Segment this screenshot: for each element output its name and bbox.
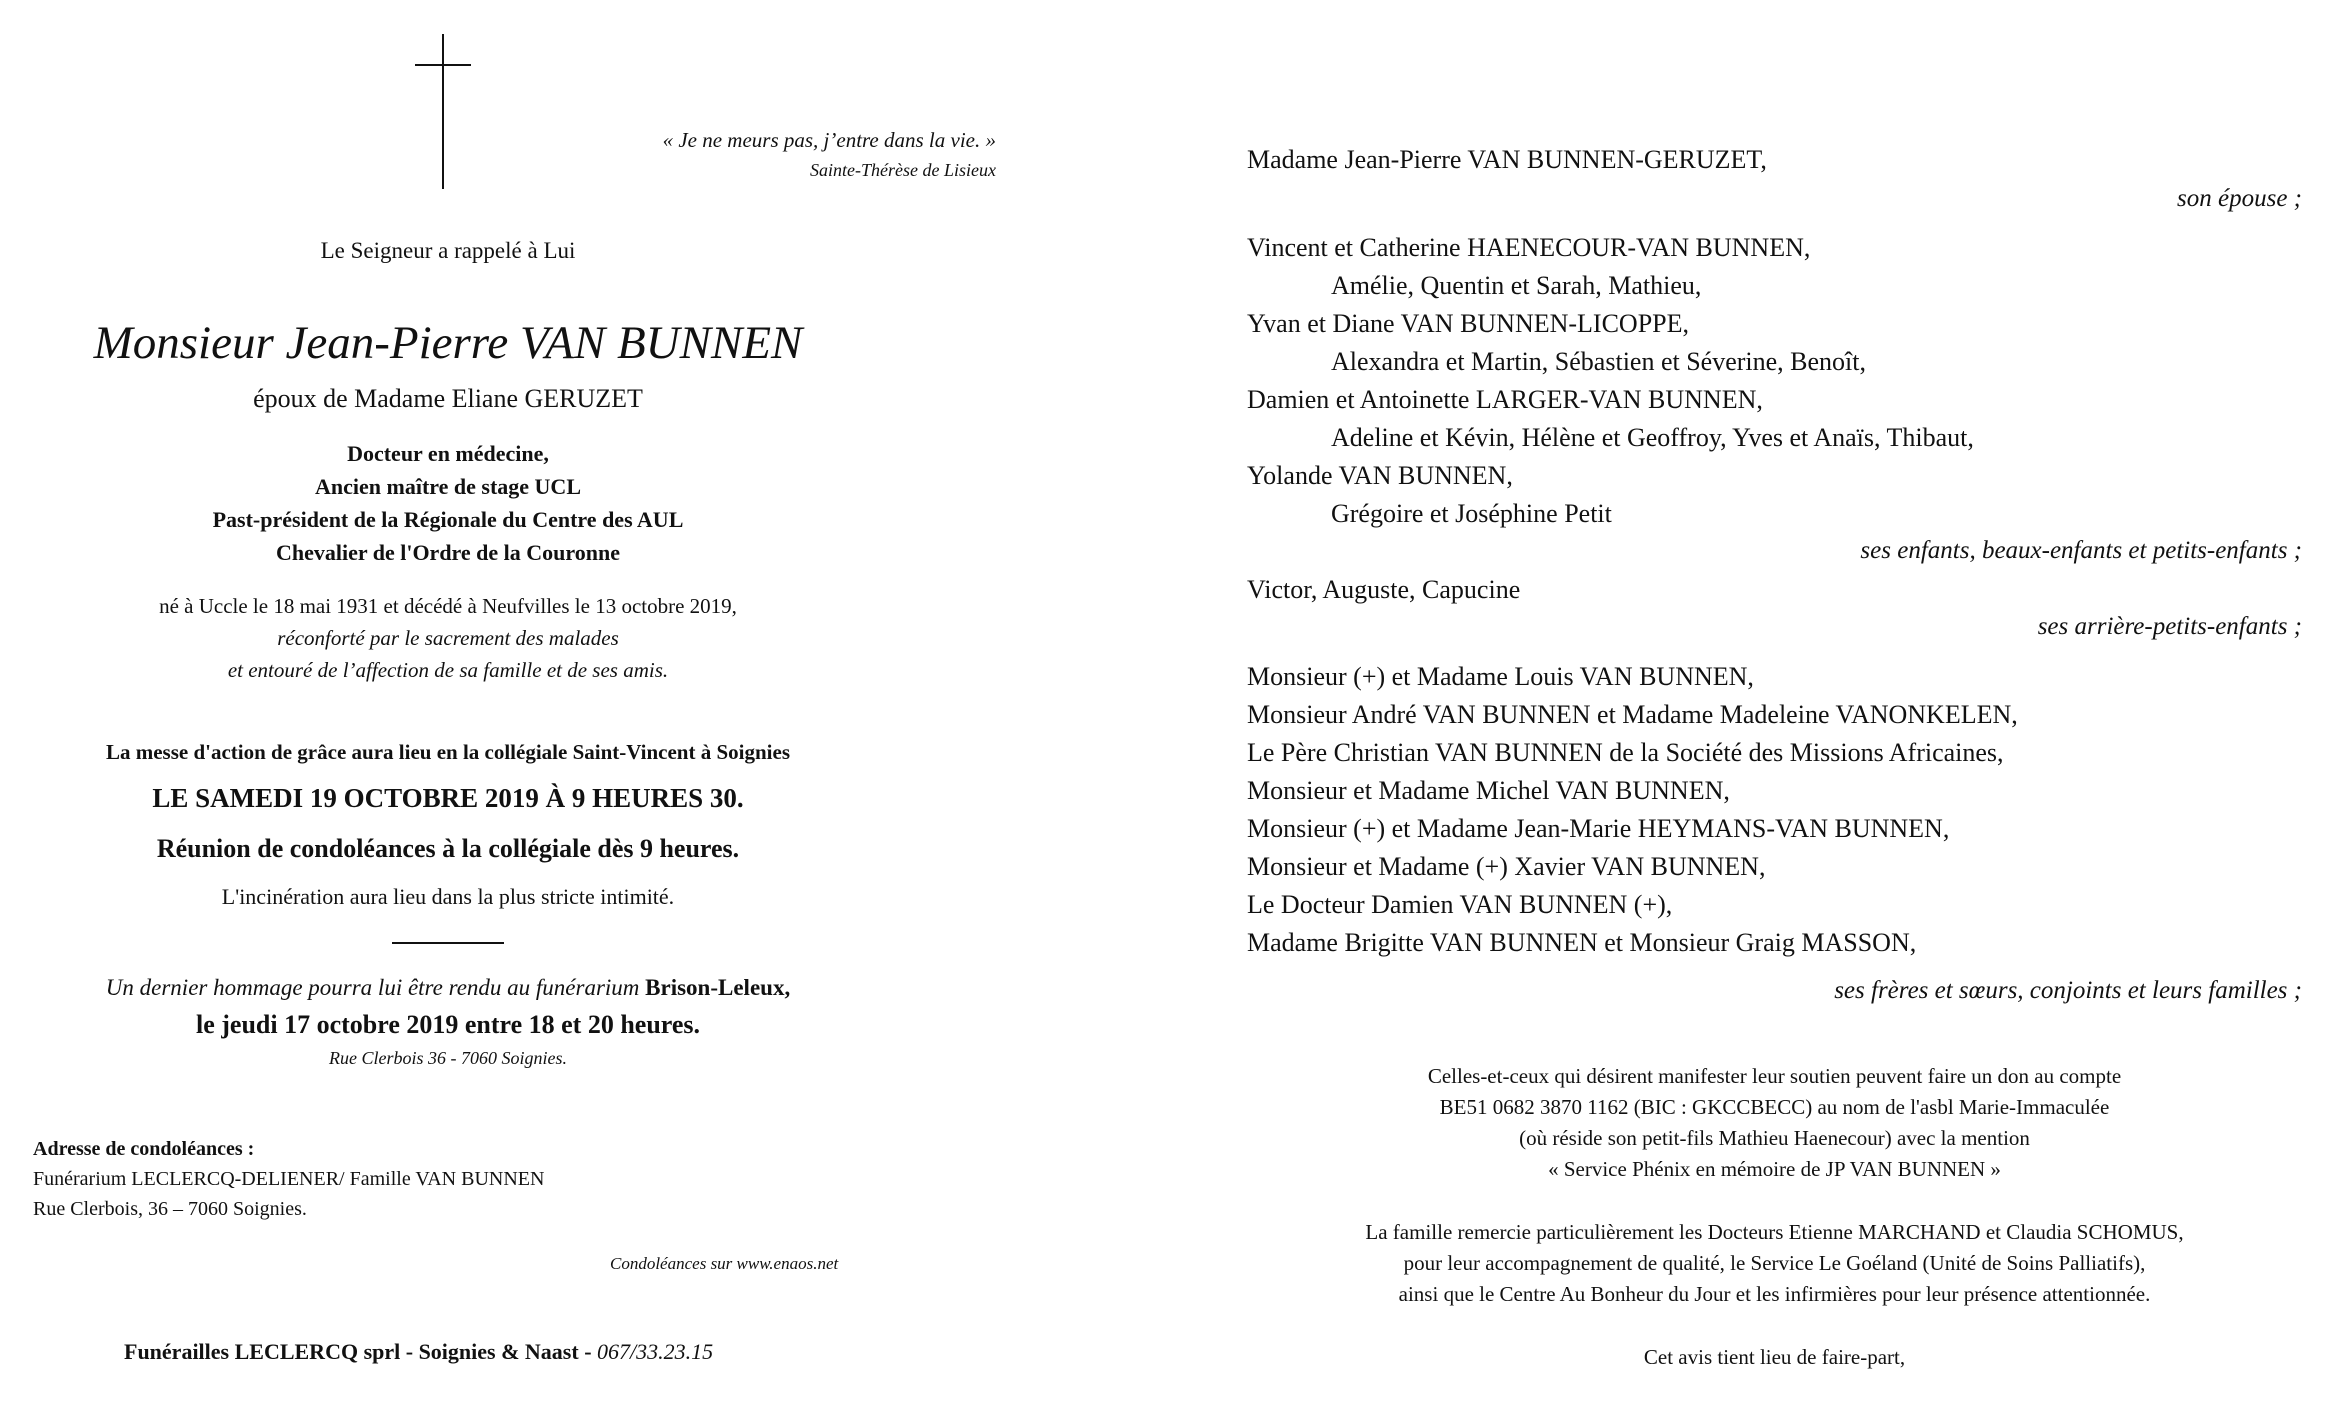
sibling-line: Monsieur et Madame (+) Xavier VAN BUNNEN, <box>1247 852 1766 881</box>
great-grandchildren-line: Victor, Auguste, Capucine <box>1247 575 1521 604</box>
birth-death-line: né à Uccle le 18 mai 1931 et décédé à Neufvilles le 13 octobre 2019, <box>159 594 737 618</box>
mass-announcement: La messe d'action de grâce aura lieu en la collégiale Saint-Vincent à Soignies <box>105 740 790 764</box>
family-line: Damien et Antoinette LARGER-VAN BUNNEN, <box>1247 385 1763 414</box>
family-line: Vincent et Catherine HAENECOUR-VAN BUNNEN, <box>1247 233 1811 262</box>
sibling-line: Le Père Christian VAN BUNNEN de la Société des Missions Africaines, <box>1247 738 2004 767</box>
funeral-home-footer <box>124 1339 713 1365</box>
quote-author: Sainte-Thérèse de Lisieux <box>810 160 996 180</box>
family-line: Alexandra et Martin, Sébastien et Séverine, Benoît, <box>1331 347 1867 376</box>
address-line: Funérarium LECLERCQ-DELIENER/ Famille VAN BUNNEN <box>33 1168 545 1190</box>
homage-place: Brison-Leleux, <box>645 975 791 1000</box>
funeral-home-phone: 067/33.23.15 <box>597 1339 714 1364</box>
sibling-line: Madame Brigitte VAN BUNNEN et Monsieur Graig MASSON, <box>1247 928 1917 957</box>
family-line: Amélie, Quentin et Sarah, Mathieu, <box>1331 271 1702 300</box>
family-line: Yolande VAN BUNNEN, <box>1247 461 1513 490</box>
deceased-name: Monsieur Jean-Pierre VAN BUNNEN <box>93 317 803 369</box>
family-line: Yvan et Diane VAN BUNNEN-LICOPPE, <box>1247 309 1690 338</box>
title-line: Docteur en médecine, <box>347 441 549 466</box>
donation-line: « Service Phénix en mémoire de JP VAN BUNNEN » <box>1548 1157 2001 1181</box>
surrounded-line: et entouré de l’affection de sa famille et de ses amis. <box>227 658 669 682</box>
title-line: Past-président de la Régionale du Centre des AUL <box>212 507 684 532</box>
title-line: Ancien maître de stage UCL <box>315 474 581 499</box>
sibling-line: Monsieur (+) et Madame Jean-Marie HEYMANS-VAN BUNNEN, <box>1247 814 1950 843</box>
donation-line: Celles-et-ceux qui désirent manifester leur soutien peuvent faire un don au compte <box>1427 1064 2122 1088</box>
siblings-role: ses frères et sœurs, conjoints et leurs familles ; <box>1834 977 2302 1004</box>
homage-prefix: Un dernier hommage pourra lui être rendu au funérarium <box>105 975 640 1000</box>
mass-date: LE SAMEDI 19 OCTOBRE 2019 À 9 HEURES 30. <box>152 783 744 813</box>
spouse-line: époux de Madame Eliane GERUZET <box>253 384 643 413</box>
family-line: Adeline et Kévin, Hélène et Geoffroy, Yves et Anaïs, Thibaut, <box>1331 423 1974 452</box>
sibling-line: Le Docteur Damien VAN BUNNEN (+), <box>1247 890 1673 919</box>
donation-line: (où réside son petit-fils Mathieu Haenecour) avec la mention <box>1519 1126 2030 1150</box>
homage-date: le jeudi 17 octobre 2019 entre 18 et 20 heures. <box>195 1010 701 1039</box>
children-role: ses enfants, beaux-enfants et petits-enfants ; <box>1860 537 2302 564</box>
divider <box>392 942 504 944</box>
sibling-line: Monsieur André VAN BUNNEN et Madame Madeleine VANONKELEN, <box>1247 700 2018 729</box>
family-line: Grégoire et Joséphine Petit <box>1331 499 1612 528</box>
address-line: Rue Clerbois, 36 – 7060 Soignies. <box>33 1198 307 1220</box>
comforted-line: réconforté par le sacrement des malades <box>277 626 619 650</box>
thanks-line: pour leur accompagnement de qualité, le Service Le Goéland (Unité de Soins Palliatifs), <box>1403 1251 2146 1275</box>
address-title: Adresse de condoléances : <box>33 1138 255 1160</box>
online-condolences: Condoléances sur www.enaos.net <box>610 1254 839 1273</box>
homage-address: Rue Clerbois 36 - 7060 Soignies. <box>329 1048 567 1068</box>
great-grandchildren-role: ses arrière-petits-enfants ; <box>2037 613 2302 640</box>
thanks-line: La famille remercie particulièrement les Docteurs Etienne MARCHAND et Claudia SCHOMUS, <box>1365 1220 2184 1244</box>
condolence-meeting: Réunion de condoléances à la collégiale dès 9 heures. <box>156 834 740 863</box>
sibling-line: Monsieur (+) et Madame Louis VAN BUNNEN, <box>1247 662 1754 691</box>
funeral-home-name: Funérailles LECLERCQ sprl - Soignies & Naast - <box>124 1339 592 1364</box>
cremation-line: L'incinération aura lieu dans la plus stricte intimité. <box>221 884 675 909</box>
title-line: Chevalier de l'Ordre de la Couronne <box>275 540 621 565</box>
sibling-line: Monsieur et Madame Michel VAN BUNNEN, <box>1247 776 1730 805</box>
thanks-line: ainsi que le Centre Au Bonheur du Jour et les infirmières pour leur présence attentionnée. <box>1398 1282 2151 1306</box>
closing-line: Cet avis tient lieu de faire-part, <box>1643 1345 1906 1369</box>
widow-role: son épouse ; <box>2177 185 2302 212</box>
quote: « Je ne meurs pas, j’entre dans la vie. » <box>662 128 996 152</box>
widow-line: Madame Jean-Pierre VAN BUNNEN-GERUZET, <box>1247 145 1767 174</box>
donation-line: BE51 0682 3870 1162 (BIC : GKCCBECC) au nom de l'asbl Marie-Immaculée <box>1439 1095 2110 1119</box>
homage-line <box>20 975 876 1001</box>
intro-line: Le Seigneur a rappelé à Lui <box>320 238 576 263</box>
